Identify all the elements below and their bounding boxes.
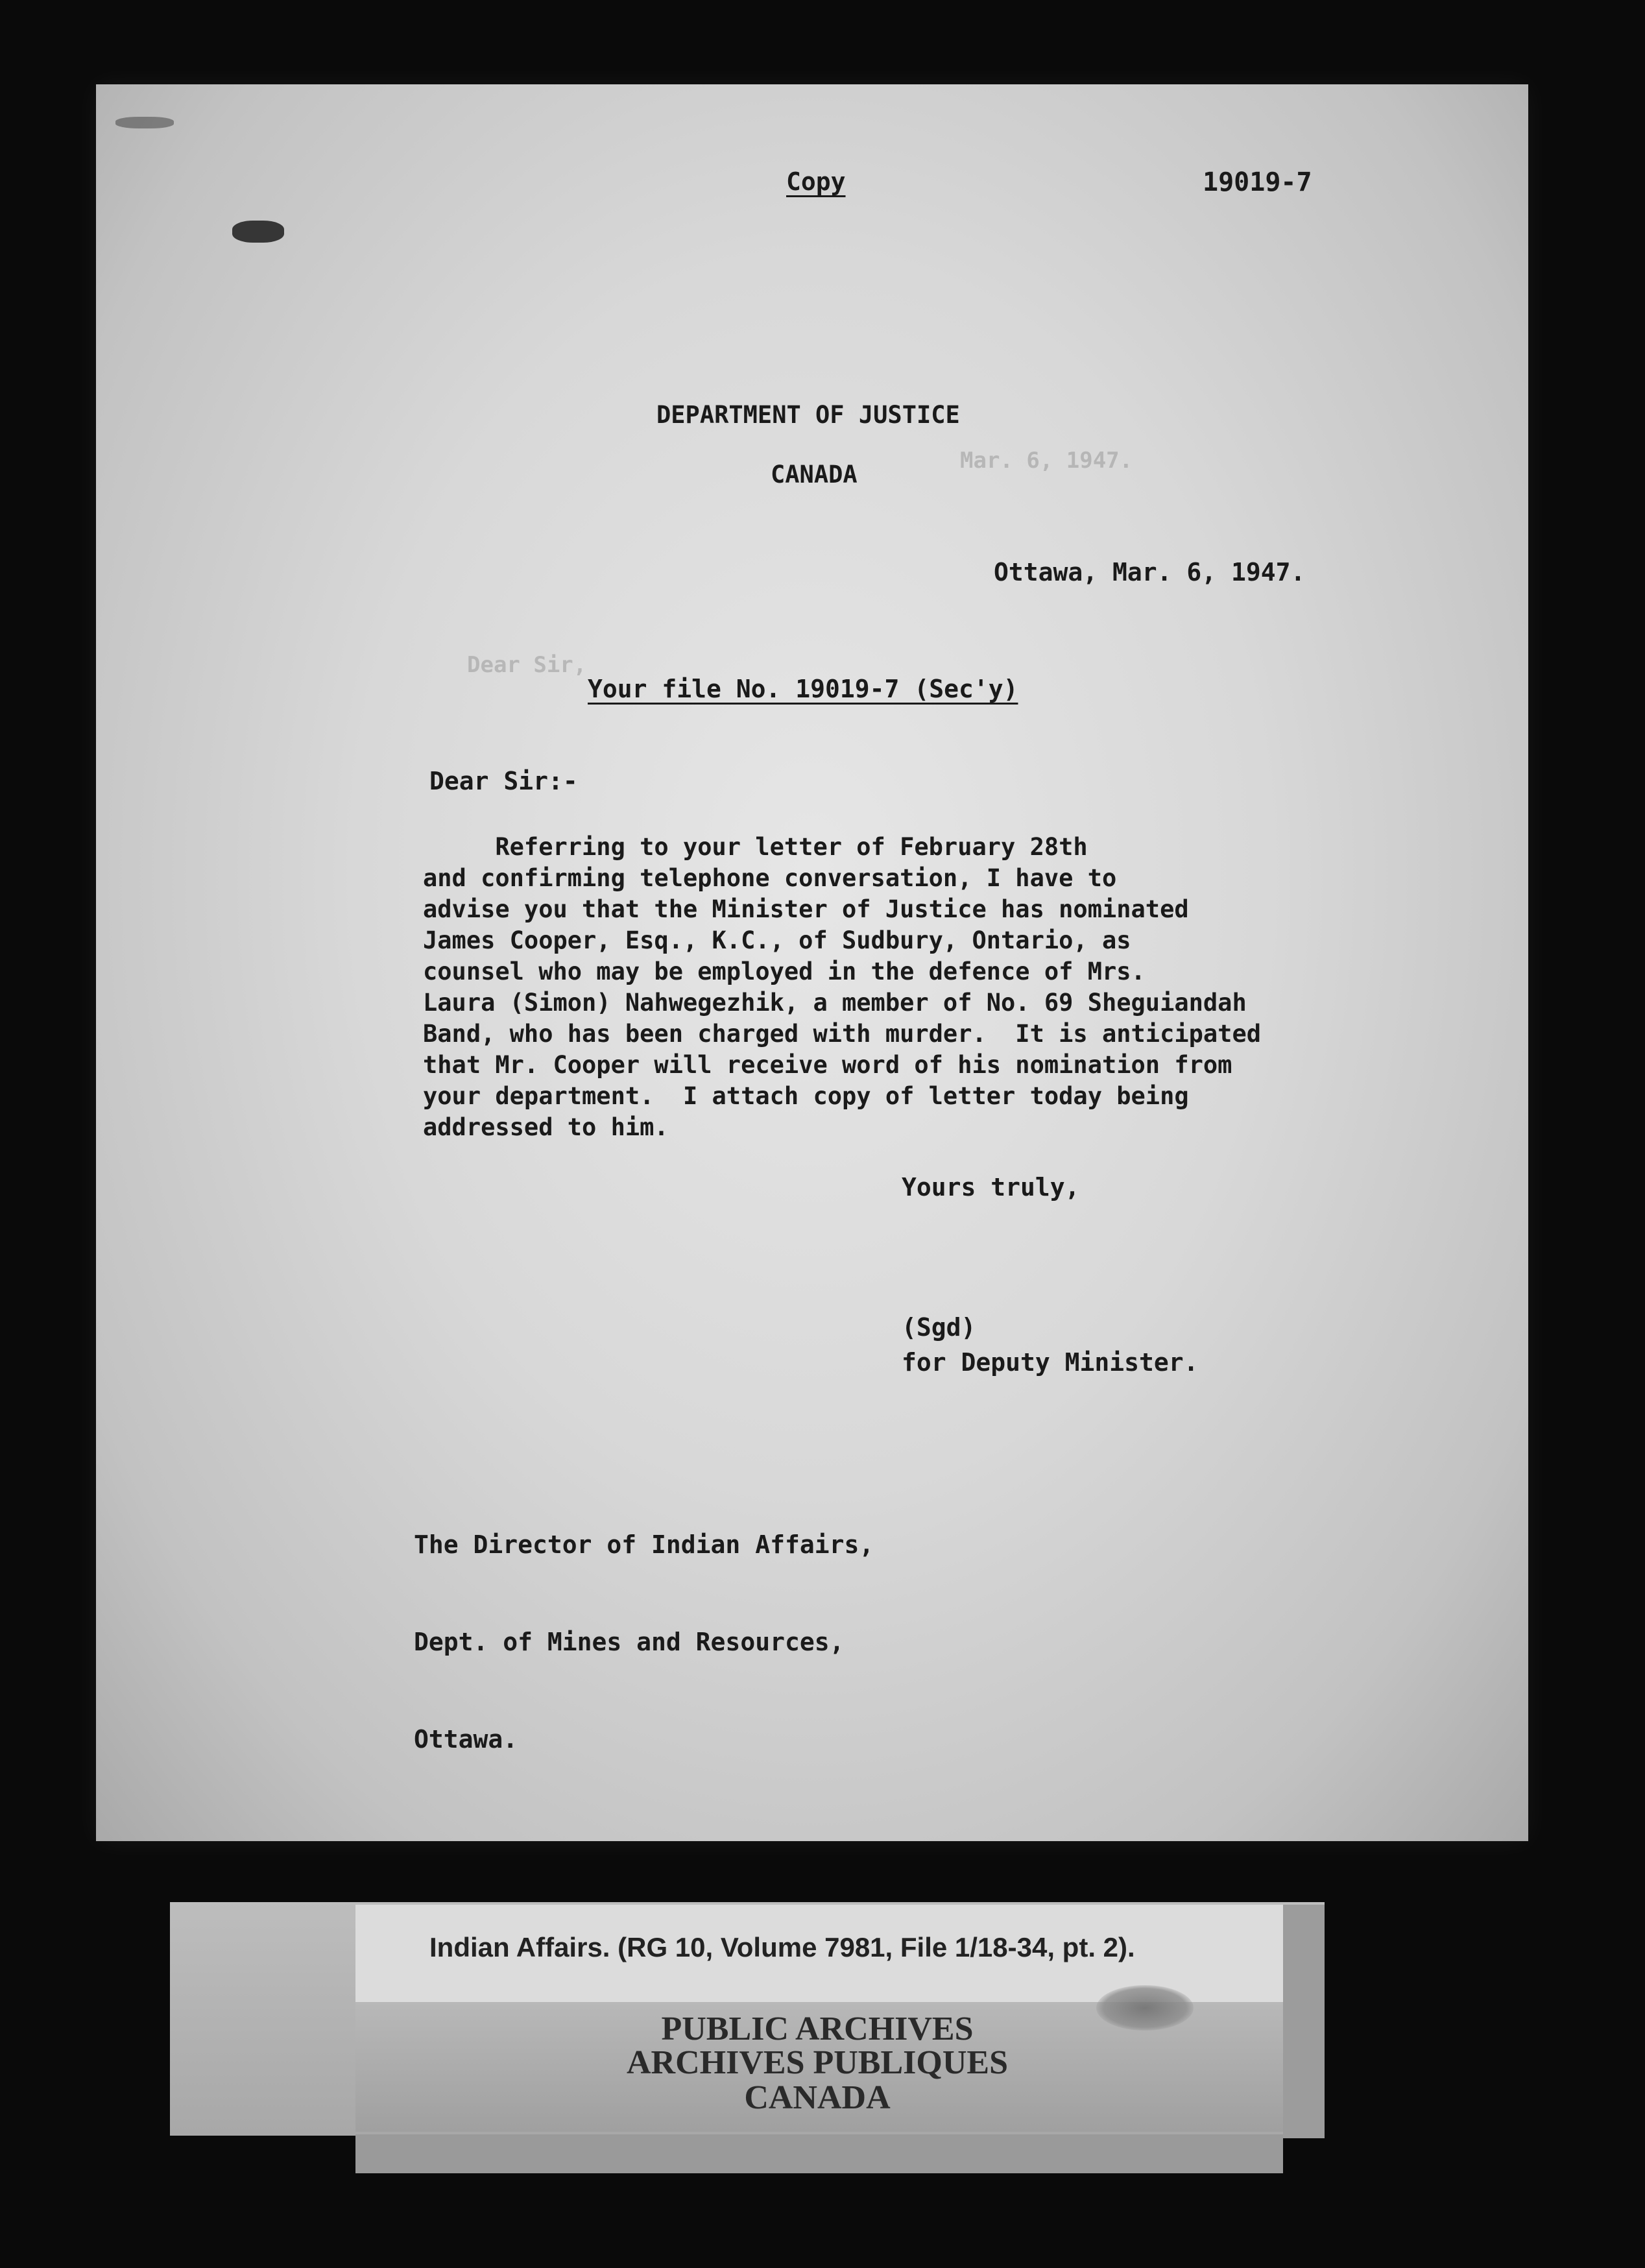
body-line: addressed to him. [423, 1113, 669, 1141]
bottom-strip [355, 2134, 1283, 2173]
body-line: Referring to your letter of February 28th [423, 833, 1088, 861]
copy-label: Copy [786, 167, 846, 196]
bleed-through-text: Dear Sir, [467, 652, 587, 678]
addressee-block [414, 1464, 874, 1820]
body-line: and confirming telephone conversation, I have to [423, 864, 1117, 892]
body-line: Laura (Simon) Nahwegezhik, a member of No. 69 Sheguiandah [423, 989, 1247, 1017]
addressee-line: Dept. of Mines and Resources, [414, 1628, 845, 1656]
closing: Yours truly, [902, 1173, 1080, 1201]
signature-title: for Deputy Minister. [902, 1348, 1199, 1377]
department-heading: DEPARTMENT OF JUSTICE [656, 401, 960, 429]
stamp-line: PUBLIC ARCHIVES [661, 2010, 974, 2047]
ink-smudge [232, 221, 284, 243]
letter-body [423, 832, 1474, 1143]
body-line: that Mr. Cooper will receive word of his nomination from [423, 1051, 1232, 1079]
stamp-line: CANADA [744, 2079, 891, 2116]
signature-mark: (Sgd) [902, 1313, 976, 1342]
body-line: counsel who may be employed in the defence of Mrs. [423, 958, 1146, 985]
body-line: your department. I attach copy of letter today being [423, 1082, 1189, 1110]
file-number: 19019-7 [1203, 167, 1312, 197]
ink-smudge [115, 117, 174, 128]
addressee-line: Ottawa. [414, 1725, 518, 1754]
body-line: Band, who has been charged with murder. It is anticipated [423, 1020, 1262, 1048]
body-line: advise you that the Minister of Justice has nominated [423, 895, 1189, 923]
archive-reference-text: Indian Affairs. (RG 10, Volume 7981, File 1/18-34, pt. 2). [429, 1932, 1135, 1962]
file-reference: Your file No. 19019-7 (Sec'y) [588, 675, 1018, 703]
bleed-through-text: Mar. 6, 1947. [960, 448, 1133, 474]
date-line: Ottawa, Mar. 6, 1947. [994, 558, 1306, 586]
stain-mark [1096, 1985, 1194, 2031]
stamp-line: ARCHIVES PUBLIQUES [626, 2044, 1009, 2081]
country-heading: CANADA [771, 461, 858, 489]
salutation: Dear Sir:- [429, 767, 578, 795]
body-line: James Cooper, Esq., K.C., of Sudbury, Ontario, as [423, 926, 1131, 954]
addressee-line: The Director of Indian Affairs, [414, 1530, 874, 1559]
folder-tab [1283, 1905, 1325, 2138]
